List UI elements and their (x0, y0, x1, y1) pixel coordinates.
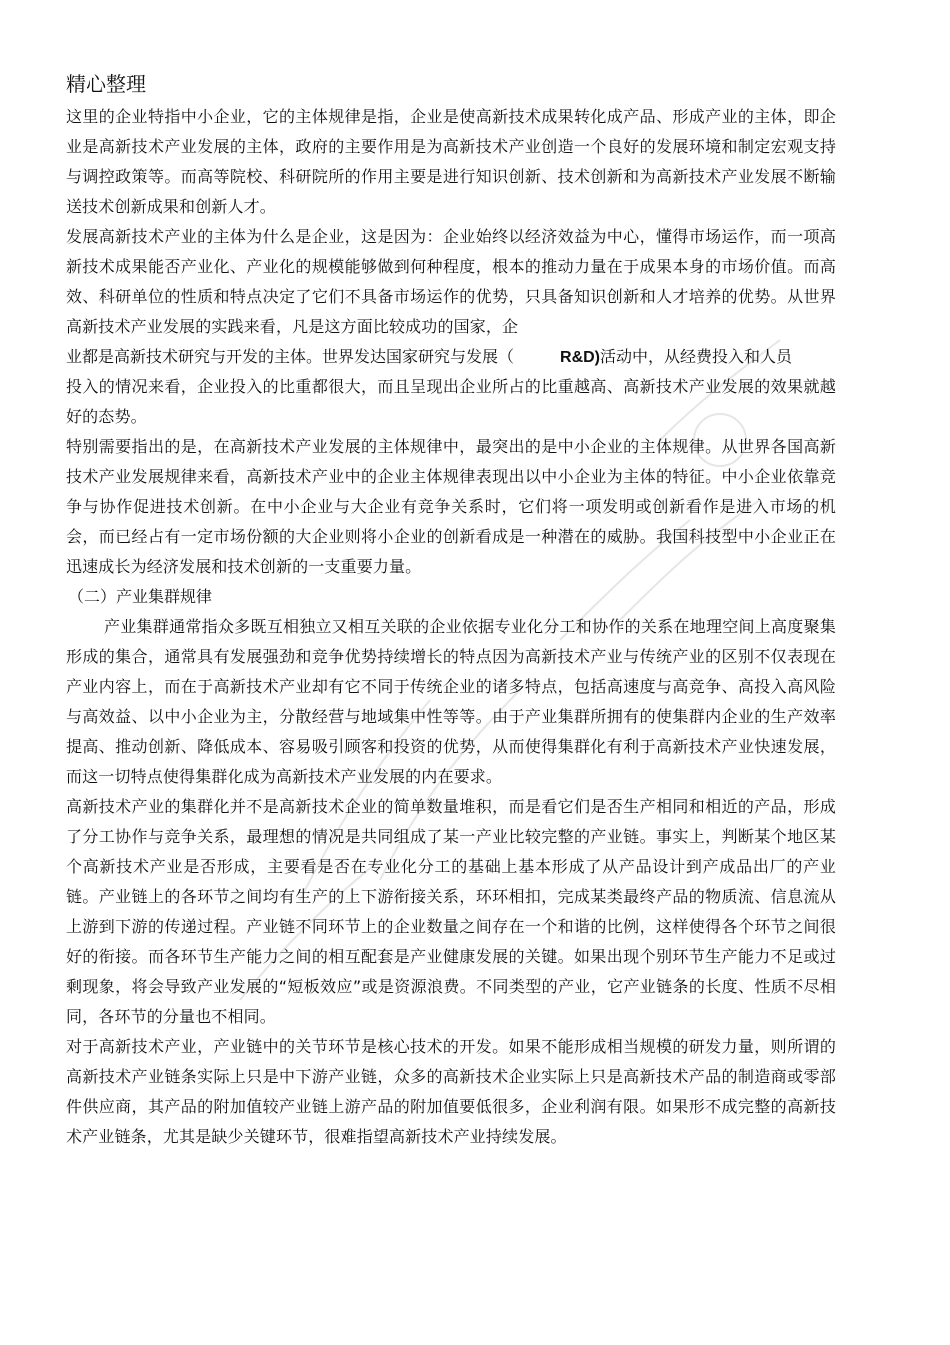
rd-line-text-after: 活动中，从经费投入和人员 (600, 347, 793, 366)
paragraph-core-technology: 对于高新技术产业，产业链中的关节环节是核心技术的开发。如果不能形成相当规模的研发力量，则所谓的高新技术产业链条实际上只是中下游产业链，众多的高新技术企业实际上只是高新技术产品的制造商或零部件供应商，其产品的附加值较产业链上游产品的附加值要低很多，企业利润有限。如果形不成完整的高新技术产业链条，尤其是缺少关键环节，很难指望高新技术产业持续发展。 (66, 1037, 836, 1146)
document-body (66, 68, 836, 1152)
rd-abbreviation: R&D) (560, 349, 601, 366)
rd-line-text-before: 业都是高新技术研究与开发的主体。世界发达国家研究与发展（ (66, 347, 515, 366)
paragraph-why-enterprise-part-1: 发展高新技术产业的主体为什么是企业，这是因为：企业始终以经济效益为中心，懂得市场运作，而一项高新技术成果能否产业化、产业化的规模能够做到何种程度，根本的推动力量在于成果本身的市场价值。而高效、科研单位的性质和特点决定了它们不具备市场运作的优势，只具备知识创新和人才培养的优势。从世界高新技术产业发展的实践来看，凡是这方面比较成功的国家，企 (66, 227, 836, 336)
paragraph-why-enterprise (66, 222, 836, 432)
paragraph-industry-chain: 高新技术产业的集群化并不是高新技术企业的简单数量堆积，而是看它们是否生产相同和相近的产品，形成了分工协作与竞争关系，最理想的情况是共同组成了某一产业比较完整的产业链。事实上，判断某个地区某个高新技术产业是否形成，主要看是否在专业化分工的基础上基本形成了从产品设计到产成品出厂的产业链。产业链上的各环节之间均有生产的上下游衔接关系，环环相扣，完成某类最终产品的物质流、信息流从上游到下游的传递过程。产业链不同环节上的企业数量之间存在一个和谐的比例，这样使得各个环节之间很好的衔接。而各环节生产能力之间的相互配套是产业健康发展的关键。如果出现个别环节生产能力不足或过剩现象，将会导致产业发展的“短板效应”或是资源浪费。不同类型的产业，它产业链条的长度、性质不尽相同，各环节的分量也不相同。 (66, 797, 836, 1026)
paragraph-cluster-definition: 产业集群通常指众多既互相独立又相互关联的企业依据专业化分工和协作的关系在地理空间上高度聚集形成的集合，通常具有发展强劲和竞争优势持续增长的特点因为高新技术产业与传统产业的区别不仅表现在产业内容上，而在于高新技术产业却有它不同于传统企业的诸多特点，包括高速度与高竞争、高投入高风险与高效益、以中小企业为主，分散经营与地域集中性等等。由于产业集群所拥有的使集群内企业的生产效率提高、推动创新、降低成本、容易吸引顾客和投资的优势，从而使得集群化有利于高新技术产业快速发展，而这一切特点使得集群化成为高新技术产业发展的内在要求。 (66, 617, 836, 786)
section-subheading: （二）产业集群规律 (68, 587, 213, 606)
paragraph-sme-rule: 特别需要指出的是，在高新技术产业发展的主体规律中，最突出的是中小企业的主体规律。从世界各国高新技术产业发展规律来看，高新技术产业中的企业主体规律表现出以中小企业为主体的特征。中小企业依靠竞争与协作促进技术创新。在中小企业与大企业有竞争关系时，它们将一项发明或创新看作是进入市场的机会，而已经占有一定市场份额的大企业则将小企业的创新看成是一种潜在的威胁。我国科技型中小企业正在迅速成长为经济发展和技术创新的一支重要力量。 (66, 437, 836, 576)
paragraph-why-enterprise-part-3: 投入的情况来看，企业投入的比重都很大，而且呈现出企业所占的比重越高、高新技术产业发展的效果就越好的态势。 (66, 377, 836, 426)
paragraph-enterprise-definition: 这里的企业特指中小企业，它的主体规律是指，企业是使高新技术成果转化成产品、形成产业的主体，即企业是高新技术产业发展的主体，政府的主要作用是为高新技术产业创造一个良好的发展环境和制定宏观支持与调控政策等。而高等院校、科研院所的作用主要是进行知识创新、技术创新和为高新技术产业发展不断输送技术创新成果和创新人才。 (66, 107, 836, 216)
page-title: 精心整理 (66, 72, 146, 96)
paragraph-why-enterprise-rd-line (66, 342, 836, 372)
